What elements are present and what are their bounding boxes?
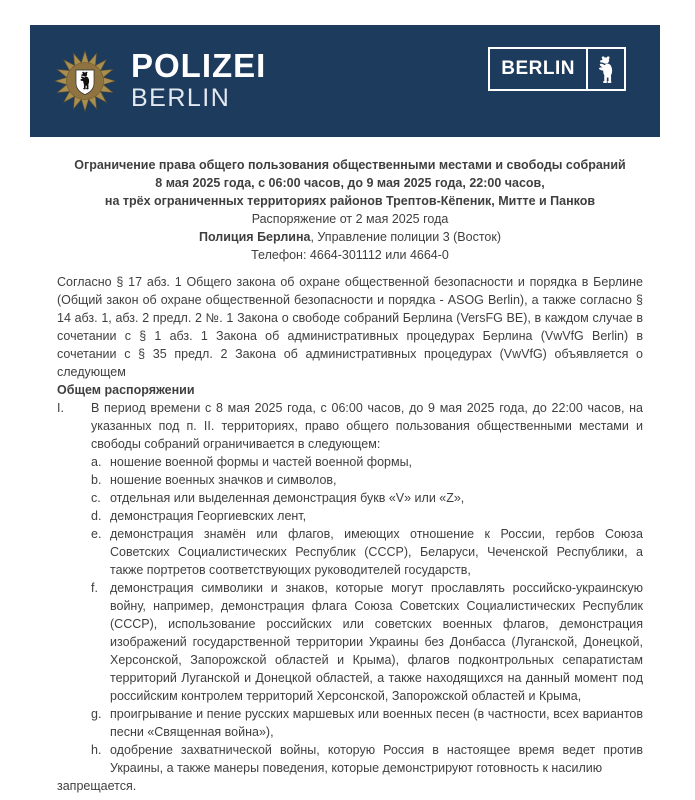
list-item-b-marker: b.: [91, 473, 102, 487]
list-item-g-marker: g.: [91, 707, 102, 721]
legal-basis-paragraph: Согласно § 17 абз. 1 Общего закона об охране общественной безопасности и порядка в Берлине (Общий закон об охране общественной безопасности и порядка - ASOG Berlin), а также согласно § 14 абз. 1, абз. 2 предл. 2 №. 1 Закона о свободе собраний Берлина (VersFG BE), в каждом случае в сочетании с § 1 абз. 1 Закона об административных процедурах Берлина (VwVfG Berlin) в сочетании с § 35 предл. 2 Закона об административных процедурах (VwVfG) объявляется о следующем: [57, 275, 643, 379]
list-item-e-text: демонстрация знамён или флагов, имеющих отношение к России, гербов Союза Советских Социалистических Республик (СССР), Беларуси, Чеченской Республики, а также портретов соответствующих руководителей государств,: [110, 527, 643, 577]
general-order-heading: Общем распоряжении: [57, 383, 195, 397]
order-item-I-marker: I.: [57, 401, 64, 415]
title-line-5-department: , Управление полиции 3 (Восток): [310, 230, 501, 244]
list-item-h-marker: h.: [91, 743, 102, 757]
title-line-6-phone: Телефон: 4664-301112 или 4664-0: [251, 248, 449, 262]
order-item-I-text: В период времени с 8 мая 2025 года, с 06:00 часов, до 9 мая 2025 года, до 22:00 часов, на указанных под п. II. территориях, право общего пользования общественными местами и свободы собраний ограничивается в следующем:: [91, 401, 643, 451]
list-item-e: [91, 525, 643, 579]
police-header-banner: [30, 25, 660, 137]
list-item-b: [91, 471, 643, 489]
police-logo-text: [131, 49, 266, 113]
list-item-d: [91, 507, 643, 525]
list-item-f: [91, 579, 643, 705]
title-line-3: на трёх ограниченных территориях районов Трептов-Кёпеник, Митте и Панков: [104, 194, 596, 208]
order-item-I: [57, 399, 643, 453]
berlin-brand-box: [488, 47, 626, 91]
list-item-b-text: ношение военных значков и символов,: [110, 473, 337, 487]
title-block: [57, 156, 643, 264]
restrictions-list: [91, 453, 643, 777]
list-item-g: [91, 705, 643, 741]
list-item-a: [91, 453, 643, 471]
list-item-h-text: одобрение захватнической войны, которую Россия в настоящее время ведет против Украины, а также манеры поведения, которые демонстрируют готовность к насилию: [110, 743, 643, 775]
list-item-a-text: ношение военной формы и частей военной формы,: [110, 455, 413, 469]
berlin-bear-icon: [588, 49, 624, 89]
list-item-f-marker: f.: [91, 581, 98, 595]
title-line-4: Распоряжение от 2 мая 2025 года: [251, 212, 449, 226]
police-star-badge-svg: [54, 50, 116, 112]
title-line-5-authority: Полиция Берлина: [199, 230, 311, 244]
list-item-h: [91, 741, 643, 777]
document-content: [57, 156, 643, 795]
logo-subtitle: BERLIN: [131, 83, 231, 112]
police-star-badge-icon: [54, 50, 116, 112]
list-item-d-marker: d.: [91, 509, 102, 523]
berlin-brand-label: BERLIN: [501, 58, 575, 79]
list-item-c-marker: c.: [91, 491, 101, 505]
list-item-a-marker: a.: [91, 455, 102, 469]
title-line-5: [57, 228, 643, 246]
list-item-e-marker: e.: [91, 527, 102, 541]
closing-statement: запрещается.: [57, 779, 137, 793]
list-item-g-text: проигрывание и пение русских маршевых или военных песен (в частности, всех вариантов песни «Священная война»),: [110, 707, 643, 739]
logo-title: POLIZEI: [131, 47, 267, 85]
list-item-c: [91, 489, 643, 507]
title-line-2: 8 мая 2025 года, с 06:00 часов, до 9 мая 2025 года, 22:00 часов,: [155, 176, 545, 190]
title-line-1: Ограничение права общего пользования общественными местами и свободы собраний: [74, 158, 626, 172]
list-item-c-text: отдельная или выделенная демонстрация букв «V» или «Z»,: [110, 491, 465, 505]
berlin-bear-svg: [599, 56, 614, 83]
list-item-d-text: демонстрация Георгиевских лент,: [110, 509, 307, 523]
list-item-f-text: демонстрация символики и знаков, которые могут прославлять российско-украинскую войну, например, демонстрация флага Союза Советских Социалистических Республик (СССР), использование российских или советских военных флагов, демонстрация изображений государственной территории Украины без Донбасса (Луганской, Донецкой, Херсонской, Запорожской областей и Крыма), флагов подконтрольных сепаратистам территорий Луганской и Донецкой областей, а также находящихся на данный момент под российским контролем территорий Херсонской, Запорожской областей и Крыма,: [110, 581, 643, 703]
